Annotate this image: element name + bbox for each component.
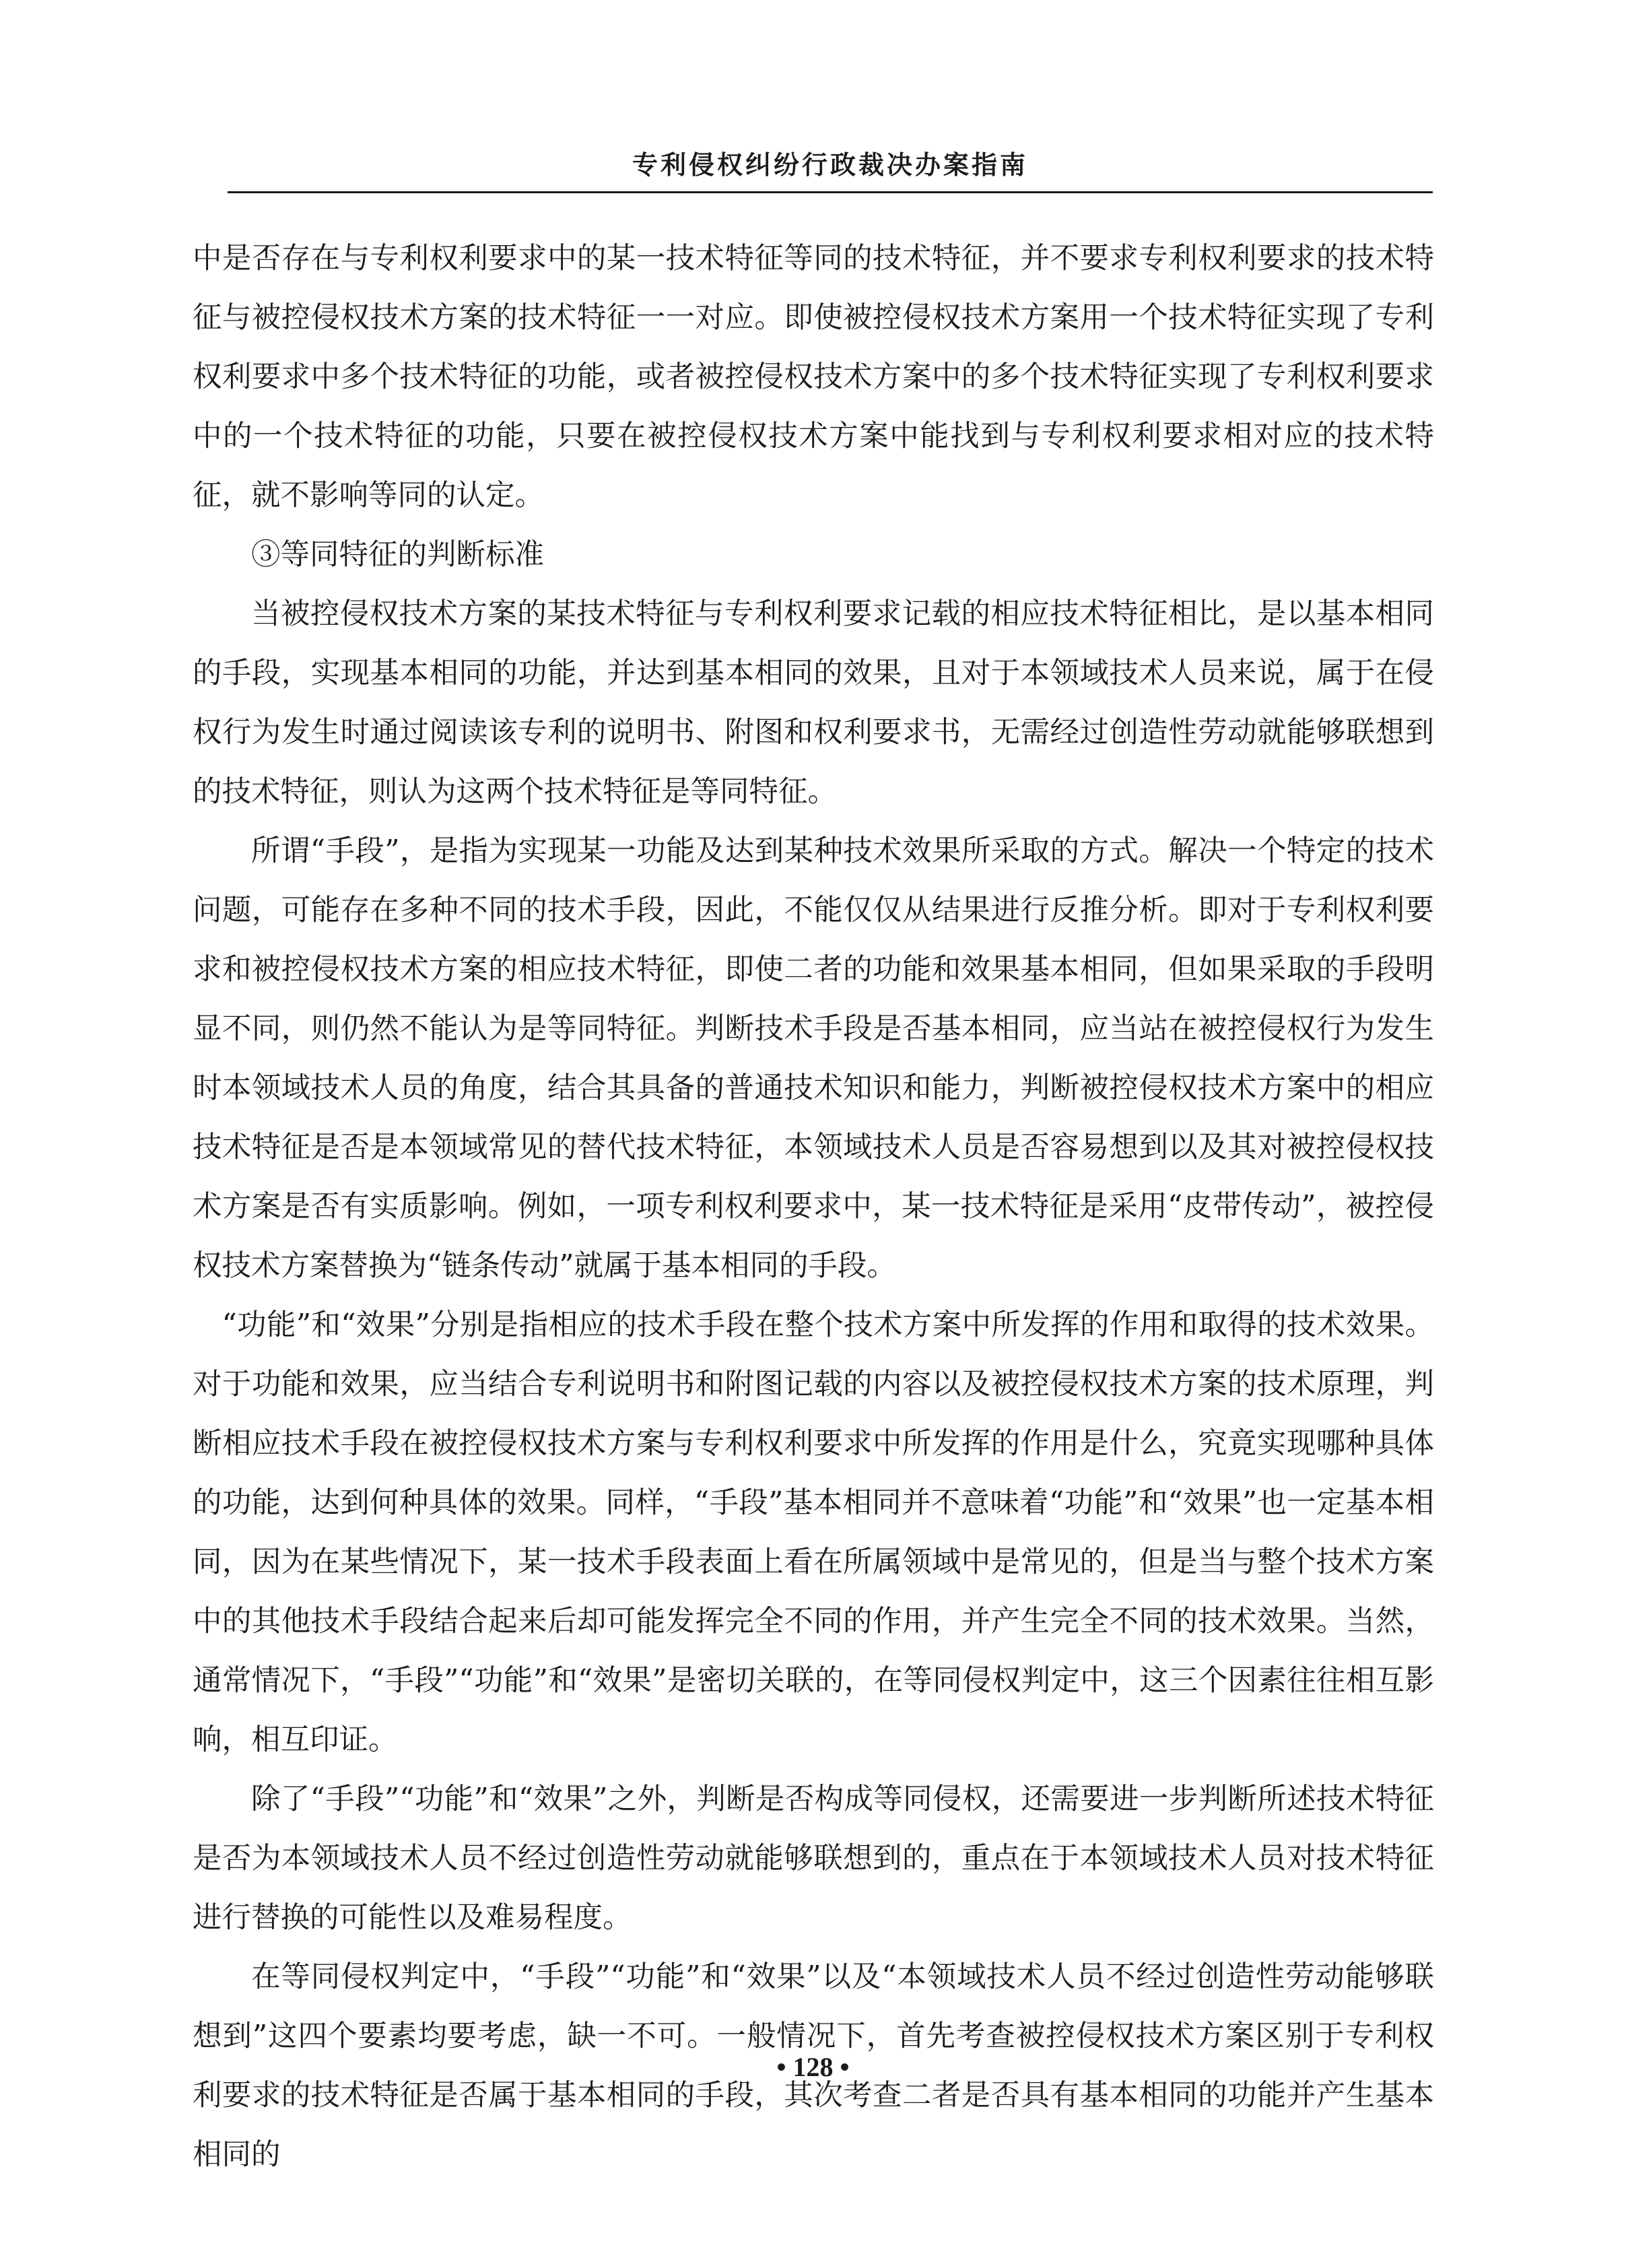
paragraph-function-effect: “功能”和“效果”分别是指相应的技术手段在整个技术方案中所发挥的作用和取得的技术效果。对于功能和效果，应当结合专利说明书和附图记载的内容以及被控侵权技术方案的技术原理，判断相应技术手段在被控侵权技术方案与专利权利要求中所发挥的作用是什么，究竟实现哪种具体的功能，达到何种具体的效果。同样，“手段”基本相同并不意味着“功能”和“效果”也一定基本相同，因为在某些情况下，某一技术手段表面上看在所属领域中是常见的，但是当与整个技术方案中的其他技术手段结合起来后却可能发挥完全不同的作用，并产生完全不同的技术效果。当然，通常情况下，“手段”“功能”和“效果”是密切关联的，在等同侵权判定中，这三个因素往往相互影响，相互印证。	[193, 1308, 1434, 1757]
paragraph-standard: 当被控侵权技术方案的某技术特征与专利权利要求记载的相应技术特征相比，是以基本相同的手段，实现基本相同的功能，并达到基本相同的效果，且对于本领域技术人员来说，属于在侵权行为发生时通过阅读该专利的说明书、附图和权利要求书，无需经过创造性劳动就能够联想到的技术特征，则认为这两个技术特征是等同特征。	[193, 597, 1434, 809]
section-heading: ③等同特征的判断标准	[251, 538, 544, 572]
paragraph-means: 所谓“手段”，是指为实现某一功能及达到某种技术效果所采取的方式。解决一个特定的技术问题，可能存在多种不同的技术手段，因此，不能仅仅从结果进行反推分析。即对于专利权利要求和被控侵权技术方案的相应技术特征，即使二者的功能和效果基本相同，但如果采取的手段明显不同，则仍然不能认为是等同特征。判断技术手段是否基本相同，应当站在被控侵权行为发生时本领域技术人员的角度，结合其具备的普通技术知识和能力，判断被控侵权技术方案中的相应技术特征是否是本领域常见的替代技术特征，本领域技术人员是否容易想到以及其对被控侵权技术方案是否有实质影响。例如，一项专利权利要求中，某一技术特征是采用“皮带传动”，被控侵权技术方案替换为“链条传动”就属于基本相同的手段。	[193, 834, 1434, 1283]
paragraph-beyond: 除了“手段”“功能”和“效果”之外，判断是否构成等同侵权，还需要进一步判断所述技术特征是否为本领域技术人员不经过创造性劳动就能够联想到的，重点在于本领域技术人员对技术特征进行替换的可能性以及难易程度。	[193, 1782, 1434, 1935]
header-title: 专利侵权纠纷行政裁决办案指南	[632, 150, 1028, 180]
body-text	[193, 229, 1434, 2184]
paragraph-continuation: 中是否存在与专利权利要求中的某一技术特征等同的技术特征，并不要求专利权利要求的技术特征与被控侵权技术方案的技术特征一一对应。即使被控侵权技术方案用一个技术特征实现了专利权利要求中多个技术特征的功能，或者被控侵权技术方案中的多个技术特征实现了专利权利要求中的一个技术特征的功能，只要在被控侵权技术方案中能找到与专利权利要求相对应的技术特征，就不影响等同的认定。	[193, 242, 1434, 512]
page-number: • 128 •	[776, 2052, 850, 2082]
running-header	[228, 147, 1433, 193]
paragraph-four-elements: 在等同侵权判定中，“手段”“功能”和“效果”以及“本领域技术人员不经过创造性劳动能够联想到”这四个要素均要考虑，缺一不可。一般情况下，首先考查被控侵权技术方案区别于专利权利要求的技术特征是否属于基本相同的手段，其次考查二者是否具有基本相同的功能并产生基本相同的	[193, 1960, 1434, 2172]
